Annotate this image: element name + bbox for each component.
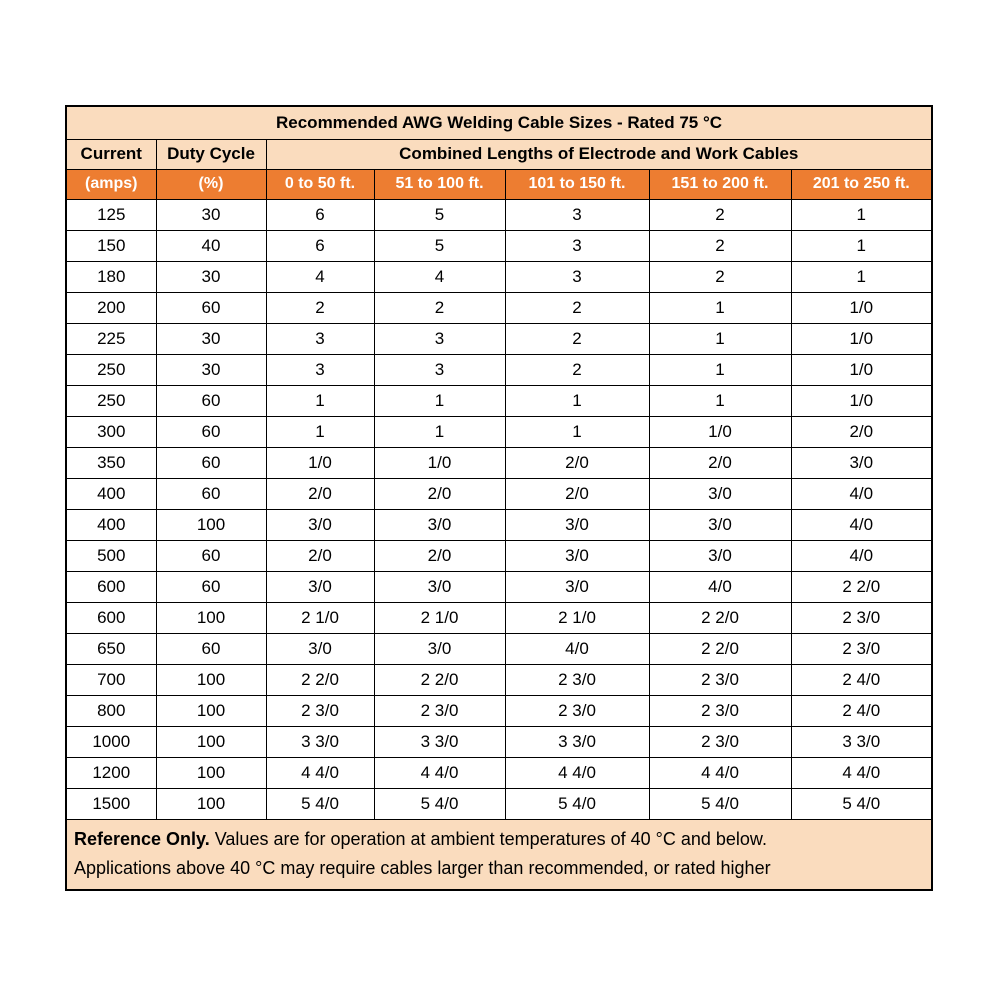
table-cell: 2 2/0	[266, 664, 374, 695]
table-cell: 2	[374, 292, 505, 323]
table-cell: 3/0	[266, 509, 374, 540]
table-cell: 1	[266, 385, 374, 416]
table-cell: 4/0	[649, 571, 791, 602]
col-header-combined-lengths: Combined Lengths of Electrode and Work Cables	[266, 139, 932, 169]
table-cell: 3/0	[505, 540, 649, 571]
table-row	[66, 633, 932, 664]
table-cell: 30	[156, 323, 266, 354]
table-cell: 2/0	[266, 540, 374, 571]
table-cell: 3	[505, 261, 649, 292]
table-cell: 100	[156, 788, 266, 819]
table-cell: 1500	[66, 788, 156, 819]
subheader-cell: (amps)	[66, 169, 156, 199]
table-cell: 600	[66, 602, 156, 633]
table-cell: 2/0	[266, 478, 374, 509]
table-cell: 400	[66, 478, 156, 509]
table-row	[66, 292, 932, 323]
table-cell: 2/0	[505, 447, 649, 478]
table-cell: 4/0	[791, 540, 932, 571]
table-cell: 3 3/0	[266, 726, 374, 757]
table-cell: 2 4/0	[791, 695, 932, 726]
table-cell: 1/0	[791, 323, 932, 354]
table-row	[66, 788, 932, 819]
col-header-current: Current	[66, 139, 156, 169]
table-cell: 600	[66, 571, 156, 602]
table-cell: 2 1/0	[505, 602, 649, 633]
table-cell: 3/0	[649, 540, 791, 571]
table-cell: 3/0	[505, 571, 649, 602]
table-cell: 3 3/0	[374, 726, 505, 757]
table-row	[66, 695, 932, 726]
table-row	[66, 385, 932, 416]
footer-row	[66, 819, 932, 890]
table-cell: 2 4/0	[791, 664, 932, 695]
table-cell: 2 1/0	[266, 602, 374, 633]
footer-note	[66, 819, 932, 890]
table-cell: 2 3/0	[649, 664, 791, 695]
table-cell: 60	[156, 416, 266, 447]
table-cell: 5 4/0	[266, 788, 374, 819]
table-cell: 3	[505, 230, 649, 261]
table-cell: 5 4/0	[649, 788, 791, 819]
table-cell: 1	[791, 230, 932, 261]
table-cell: 2	[505, 292, 649, 323]
table-cell: 2	[266, 292, 374, 323]
table-cell: 3	[505, 199, 649, 230]
table-cell: 2	[505, 354, 649, 385]
table-body	[66, 199, 932, 819]
table-cell: 1	[649, 323, 791, 354]
table-row	[66, 757, 932, 788]
table-cell: 5 4/0	[505, 788, 649, 819]
table-title: Recommended AWG Welding Cable Sizes - Rated 75 °C	[66, 106, 932, 139]
table-cell: 1	[266, 416, 374, 447]
table-cell: 3/0	[649, 478, 791, 509]
table-row	[66, 230, 932, 261]
table-cell: 30	[156, 261, 266, 292]
subheader-cell: 101 to 150 ft.	[505, 169, 649, 199]
col-header-duty-cycle: Duty Cycle	[156, 139, 266, 169]
table-row	[66, 509, 932, 540]
table-cell: 400	[66, 509, 156, 540]
table-row	[66, 478, 932, 509]
table-cell: 2 1/0	[374, 602, 505, 633]
table-row	[66, 354, 932, 385]
table-cell: 60	[156, 633, 266, 664]
table-cell: 180	[66, 261, 156, 292]
table-cell: 1/0	[374, 447, 505, 478]
table-cell: 300	[66, 416, 156, 447]
table-cell: 3/0	[374, 509, 505, 540]
table-cell: 1/0	[649, 416, 791, 447]
table-cell: 1	[374, 416, 505, 447]
table-cell: 4 4/0	[266, 757, 374, 788]
subheader-cell: 201 to 250 ft.	[791, 169, 932, 199]
header-row	[66, 139, 932, 169]
table-cell: 4/0	[791, 478, 932, 509]
table-cell: 200	[66, 292, 156, 323]
welding-cable-size-table	[65, 105, 933, 891]
table-cell: 5 4/0	[791, 788, 932, 819]
table-cell: 1/0	[266, 447, 374, 478]
subheader-cell: 51 to 100 ft.	[374, 169, 505, 199]
table-cell: 4 4/0	[374, 757, 505, 788]
table-cell: 2 3/0	[649, 695, 791, 726]
table-cell: 2 2/0	[374, 664, 505, 695]
table-cell: 2 3/0	[505, 695, 649, 726]
table-cell: 2	[649, 230, 791, 261]
table-cell: 3/0	[266, 571, 374, 602]
table-cell: 4 4/0	[791, 757, 932, 788]
table-cell: 1000	[66, 726, 156, 757]
table-cell: 4	[266, 261, 374, 292]
subheader-cell: (%)	[156, 169, 266, 199]
table-cell: 1	[505, 385, 649, 416]
table-cell: 2 2/0	[649, 602, 791, 633]
table-cell: 500	[66, 540, 156, 571]
table-cell: 1/0	[791, 354, 932, 385]
table-cell: 3/0	[374, 571, 505, 602]
table-cell: 3 3/0	[791, 726, 932, 757]
table-cell: 3/0	[791, 447, 932, 478]
table-row	[66, 726, 932, 757]
footer-line-2: Applications above 40 °C may require cables larger than recommended, or rated higher	[74, 858, 771, 879]
table-cell: 100	[156, 602, 266, 633]
table-cell: 2/0	[649, 447, 791, 478]
table-cell: 40	[156, 230, 266, 261]
table-row	[66, 571, 932, 602]
table-cell: 1	[649, 292, 791, 323]
table-cell: 225	[66, 323, 156, 354]
table-cell: 3	[266, 323, 374, 354]
table-cell: 350	[66, 447, 156, 478]
table-cell: 100	[156, 664, 266, 695]
table-cell: 3	[266, 354, 374, 385]
table-row	[66, 602, 932, 633]
subheader-cell: 0 to 50 ft.	[266, 169, 374, 199]
table-cell: 800	[66, 695, 156, 726]
subheader-row	[66, 169, 932, 199]
table-cell: 1	[505, 416, 649, 447]
table-cell: 4	[374, 261, 505, 292]
table-cell: 2 2/0	[649, 633, 791, 664]
table-cell: 4 4/0	[649, 757, 791, 788]
table-cell: 4 4/0	[505, 757, 649, 788]
table-row	[66, 416, 932, 447]
table-cell: 650	[66, 633, 156, 664]
table-cell: 2 3/0	[791, 633, 932, 664]
table-cell: 2 3/0	[266, 695, 374, 726]
table-row	[66, 664, 932, 695]
table-cell: 2/0	[374, 478, 505, 509]
table-cell: 1	[649, 385, 791, 416]
table-cell: 5	[374, 230, 505, 261]
table-cell: 3/0	[374, 633, 505, 664]
table-cell: 3/0	[266, 633, 374, 664]
table-cell: 60	[156, 478, 266, 509]
table-row	[66, 323, 932, 354]
table-cell: 100	[156, 695, 266, 726]
table-cell: 250	[66, 354, 156, 385]
table-cell: 100	[156, 757, 266, 788]
table-cell: 2	[649, 199, 791, 230]
table-cell: 3/0	[505, 509, 649, 540]
footer-line-1	[74, 825, 924, 855]
table-cell: 5 4/0	[374, 788, 505, 819]
table-cell: 3	[374, 323, 505, 354]
footer-text-1: Values are for operation at ambient temperatures of 40 °C and below.	[214, 828, 767, 849]
table-cell: 3	[374, 354, 505, 385]
table-row	[66, 540, 932, 571]
table-cell: 60	[156, 292, 266, 323]
table-cell: 100	[156, 509, 266, 540]
table-cell: 2	[649, 261, 791, 292]
table-cell: 3/0	[649, 509, 791, 540]
table-cell: 60	[156, 571, 266, 602]
subheader-cell: 151 to 200 ft.	[649, 169, 791, 199]
table-cell: 2/0	[791, 416, 932, 447]
table-cell: 2/0	[505, 478, 649, 509]
table-cell: 700	[66, 664, 156, 695]
table-cell: 30	[156, 199, 266, 230]
table-cell: 2 3/0	[505, 664, 649, 695]
table-cell: 1200	[66, 757, 156, 788]
table-cell: 60	[156, 540, 266, 571]
table-cell: 1	[649, 354, 791, 385]
title-row	[66, 106, 932, 139]
table-row	[66, 261, 932, 292]
table-cell: 6	[266, 199, 374, 230]
table-cell: 150	[66, 230, 156, 261]
table-cell: 60	[156, 385, 266, 416]
table-cell: 4/0	[505, 633, 649, 664]
table-cell: 1/0	[791, 292, 932, 323]
table-cell: 4/0	[791, 509, 932, 540]
table-cell: 1	[374, 385, 505, 416]
table-cell: 100	[156, 726, 266, 757]
table-row	[66, 199, 932, 230]
footer-lead: Reference Only.	[74, 828, 210, 849]
table-cell: 6	[266, 230, 374, 261]
table-row	[66, 447, 932, 478]
table-cell: 2 3/0	[374, 695, 505, 726]
table-cell: 1	[791, 199, 932, 230]
table-cell: 3 3/0	[505, 726, 649, 757]
table-cell: 2	[505, 323, 649, 354]
table-cell: 2/0	[374, 540, 505, 571]
table-cell: 125	[66, 199, 156, 230]
table-cell: 5	[374, 199, 505, 230]
table-cell: 1/0	[791, 385, 932, 416]
table-cell: 1	[791, 261, 932, 292]
table-cell: 30	[156, 354, 266, 385]
table-cell: 2 3/0	[649, 726, 791, 757]
table-cell: 60	[156, 447, 266, 478]
table-cell: 2 2/0	[791, 571, 932, 602]
table-cell: 2 3/0	[791, 602, 932, 633]
table-cell: 250	[66, 385, 156, 416]
